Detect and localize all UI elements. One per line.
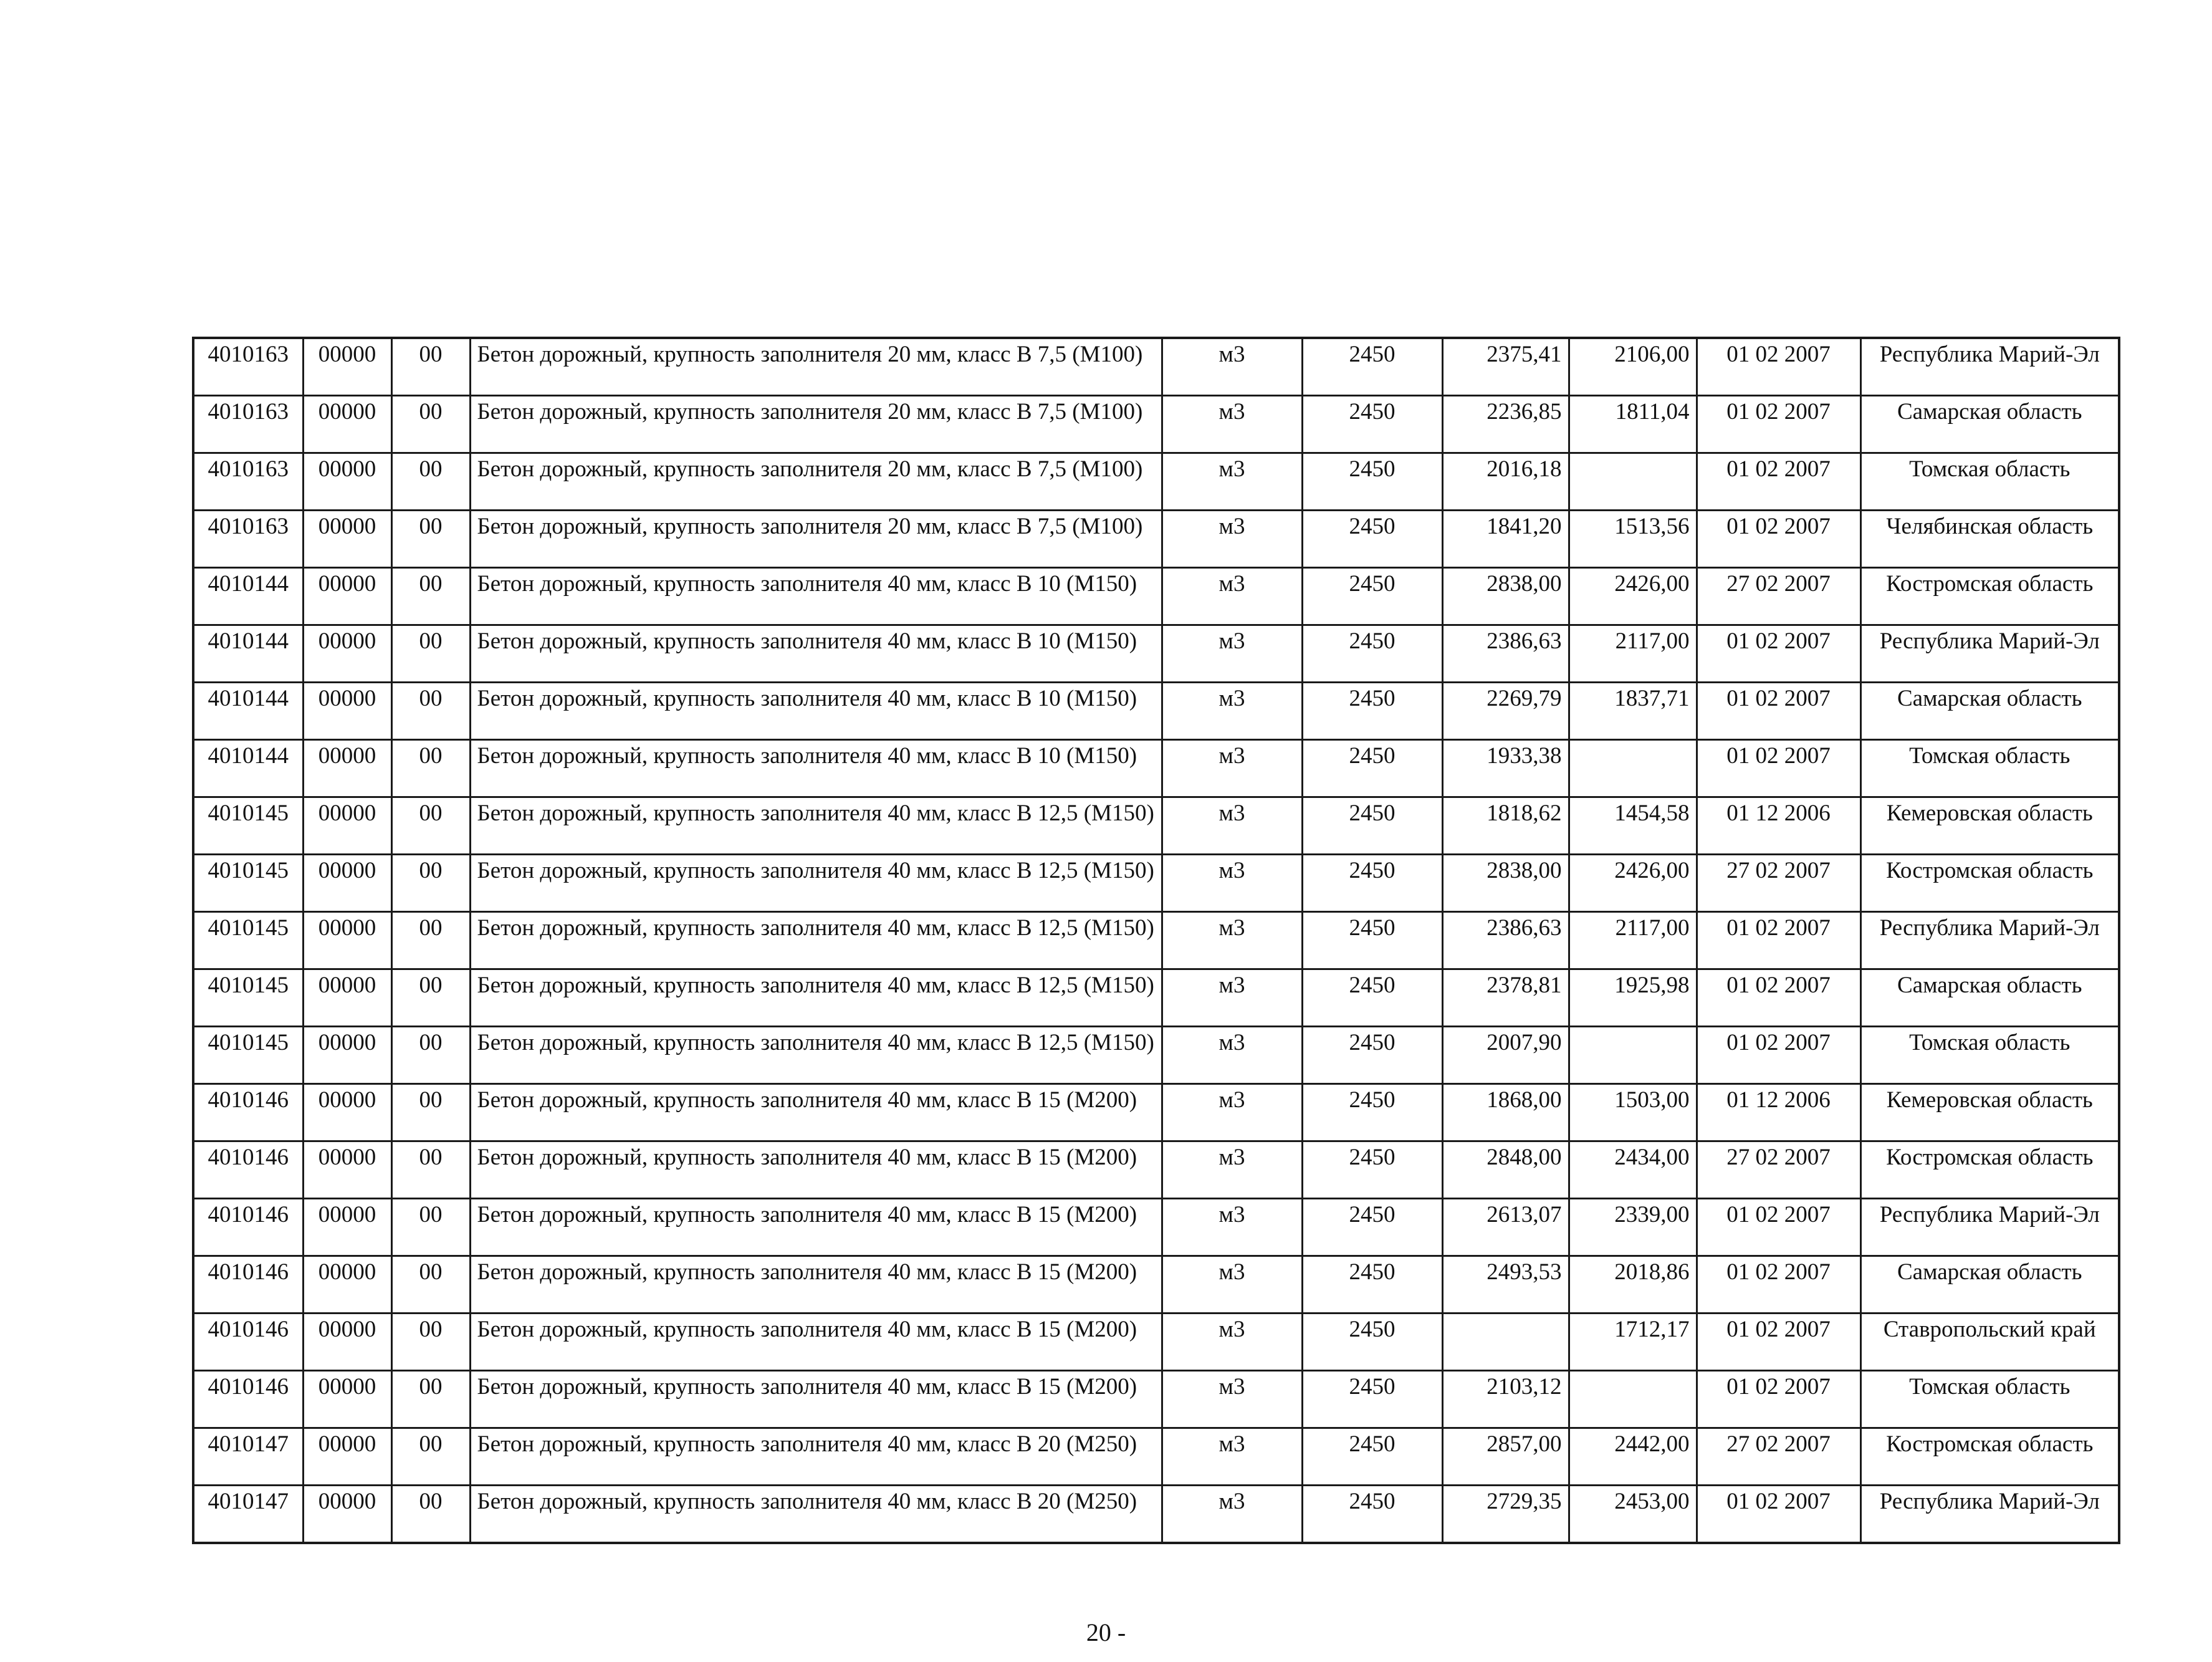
price-current-cell: 2375,41 — [1442, 338, 1569, 396]
subcode-cell: 00000 — [303, 1486, 391, 1544]
region-cell: Республика Марий-Эл — [1860, 912, 2119, 969]
subcode-cell: 00000 — [303, 1256, 391, 1314]
region-cell: Костромская область — [1860, 855, 2119, 912]
region-cell: Костромская область — [1860, 568, 2119, 625]
item-code-cell: 4010146 — [193, 1141, 303, 1199]
price-base-cell: 1925,98 — [1569, 969, 1697, 1027]
table-row — [193, 1486, 2119, 1544]
date-cell: 01 02 2007 — [1697, 453, 1860, 511]
version-cell: 00 — [391, 797, 470, 855]
weight-cell: 2450 — [1302, 396, 1442, 453]
region-cell: Республика Марий-Эл — [1860, 1199, 2119, 1256]
price-current-cell: 1841,20 — [1442, 511, 1569, 568]
weight-cell: 2450 — [1302, 453, 1442, 511]
region-cell: Республика Марий-Эл — [1860, 625, 2119, 683]
region-cell: Республика Марий-Эл — [1860, 1486, 2119, 1544]
weight-cell: 2450 — [1302, 1314, 1442, 1371]
unit-cell: м3 — [1162, 338, 1302, 396]
material-name-cell: Бетон дорожный, крупность заполнителя 40 мм, класс В 12,5 (М150) — [470, 797, 1162, 855]
version-cell: 00 — [391, 1428, 470, 1486]
subcode-cell: 00000 — [303, 740, 391, 797]
date-cell: 27 02 2007 — [1697, 568, 1860, 625]
subcode-cell: 00000 — [303, 1314, 391, 1371]
version-cell: 00 — [391, 855, 470, 912]
item-code-cell: 4010144 — [193, 683, 303, 740]
material-name-cell: Бетон дорожный, крупность заполнителя 40 мм, класс В 15 (М200) — [470, 1371, 1162, 1428]
price-base-cell: 1811,04 — [1569, 396, 1697, 453]
item-code-cell: 4010163 — [193, 338, 303, 396]
version-cell: 00 — [391, 740, 470, 797]
unit-cell: м3 — [1162, 855, 1302, 912]
material-name-cell: Бетон дорожный, крупность заполнителя 20 мм, класс В 7,5 (М100) — [470, 338, 1162, 396]
price-base-cell: 2106,00 — [1569, 338, 1697, 396]
price-table — [192, 337, 2120, 1544]
subcode-cell: 00000 — [303, 568, 391, 625]
page-number: 20 - — [1086, 1618, 1126, 1646]
price-base-cell: 1837,71 — [1569, 683, 1697, 740]
material-name-cell: Бетон дорожный, крупность заполнителя 40 мм, класс В 12,5 (М150) — [470, 969, 1162, 1027]
item-code-cell: 4010144 — [193, 625, 303, 683]
price-current-cell: 2493,53 — [1442, 1256, 1569, 1314]
date-cell: 27 02 2007 — [1697, 1141, 1860, 1199]
version-cell: 00 — [391, 338, 470, 396]
region-cell: Костромская область — [1860, 1141, 2119, 1199]
date-cell: 01 02 2007 — [1697, 1371, 1860, 1428]
weight-cell: 2450 — [1302, 1256, 1442, 1314]
item-code-cell: 4010163 — [193, 511, 303, 568]
region-cell: Самарская область — [1860, 969, 2119, 1027]
weight-cell: 2450 — [1302, 797, 1442, 855]
date-cell: 01 02 2007 — [1697, 625, 1860, 683]
price-current-cell: 2857,00 — [1442, 1428, 1569, 1486]
subcode-cell: 00000 — [303, 1371, 391, 1428]
unit-cell: м3 — [1162, 1084, 1302, 1141]
weight-cell: 2450 — [1302, 969, 1442, 1027]
version-cell: 00 — [391, 453, 470, 511]
subcode-cell: 00000 — [303, 1199, 391, 1256]
subcode-cell: 00000 — [303, 1428, 391, 1486]
unit-cell: м3 — [1162, 1027, 1302, 1084]
unit-cell: м3 — [1162, 683, 1302, 740]
material-name-cell: Бетон дорожный, крупность заполнителя 20 мм, класс В 7,5 (М100) — [470, 396, 1162, 453]
unit-cell: м3 — [1162, 568, 1302, 625]
table-row — [193, 568, 2119, 625]
price-current-cell: 2386,63 — [1442, 912, 1569, 969]
unit-cell: м3 — [1162, 1428, 1302, 1486]
date-cell: 01 12 2006 — [1697, 1084, 1860, 1141]
table-row — [193, 683, 2119, 740]
region-cell: Ставропольский край — [1860, 1314, 2119, 1371]
table-row — [193, 912, 2119, 969]
item-code-cell: 4010145 — [193, 912, 303, 969]
unit-cell: м3 — [1162, 1314, 1302, 1371]
price-current-cell: 2103,12 — [1442, 1371, 1569, 1428]
date-cell: 27 02 2007 — [1697, 1428, 1860, 1486]
subcode-cell: 00000 — [303, 453, 391, 511]
material-name-cell: Бетон дорожный, крупность заполнителя 40 мм, класс В 12,5 (М150) — [470, 1027, 1162, 1084]
price-base-cell: 2453,00 — [1569, 1486, 1697, 1544]
item-code-cell: 4010146 — [193, 1199, 303, 1256]
region-cell: Томская область — [1860, 1371, 2119, 1428]
version-cell: 00 — [391, 511, 470, 568]
item-code-cell: 4010144 — [193, 568, 303, 625]
region-cell: Кемеровская область — [1860, 1084, 2119, 1141]
unit-cell: м3 — [1162, 625, 1302, 683]
date-cell: 01 02 2007 — [1697, 740, 1860, 797]
table-row — [193, 1199, 2119, 1256]
subcode-cell: 00000 — [303, 969, 391, 1027]
subcode-cell: 00000 — [303, 797, 391, 855]
material-name-cell: Бетон дорожный, крупность заполнителя 40 мм, класс В 15 (М200) — [470, 1141, 1162, 1199]
price-base-cell: 2434,00 — [1569, 1141, 1697, 1199]
price-base-cell — [1569, 740, 1697, 797]
subcode-cell: 00000 — [303, 625, 391, 683]
item-code-cell: 4010144 — [193, 740, 303, 797]
date-cell: 01 12 2006 — [1697, 797, 1860, 855]
price-base-cell — [1569, 453, 1697, 511]
date-cell: 01 02 2007 — [1697, 1486, 1860, 1544]
date-cell: 01 02 2007 — [1697, 912, 1860, 969]
item-code-cell: 4010145 — [193, 797, 303, 855]
price-current-cell: 2236,85 — [1442, 396, 1569, 453]
price-current-cell: 1818,62 — [1442, 797, 1569, 855]
price-base-cell: 2426,00 — [1569, 568, 1697, 625]
price-base-cell: 1503,00 — [1569, 1084, 1697, 1141]
unit-cell: м3 — [1162, 1256, 1302, 1314]
table-row — [193, 511, 2119, 568]
subcode-cell: 00000 — [303, 855, 391, 912]
region-cell: Самарская область — [1860, 1256, 2119, 1314]
date-cell: 01 02 2007 — [1697, 1314, 1860, 1371]
table-row — [193, 1141, 2119, 1199]
table-row — [193, 396, 2119, 453]
weight-cell: 2450 — [1302, 740, 1442, 797]
weight-cell: 2450 — [1302, 625, 1442, 683]
date-cell: 27 02 2007 — [1697, 855, 1860, 912]
item-code-cell: 4010163 — [193, 396, 303, 453]
subcode-cell: 00000 — [303, 912, 391, 969]
price-base-cell: 1454,58 — [1569, 797, 1697, 855]
version-cell: 00 — [391, 969, 470, 1027]
item-code-cell: 4010146 — [193, 1314, 303, 1371]
version-cell: 00 — [391, 683, 470, 740]
version-cell: 00 — [391, 396, 470, 453]
price-base-cell: 2117,00 — [1569, 625, 1697, 683]
item-code-cell: 4010147 — [193, 1428, 303, 1486]
region-cell: Томская область — [1860, 453, 2119, 511]
price-current-cell: 2729,35 — [1442, 1486, 1569, 1544]
version-cell: 00 — [391, 912, 470, 969]
subcode-cell: 00000 — [303, 1084, 391, 1141]
unit-cell: м3 — [1162, 1141, 1302, 1199]
weight-cell: 2450 — [1302, 912, 1442, 969]
unit-cell: м3 — [1162, 1371, 1302, 1428]
table-row — [193, 1027, 2119, 1084]
region-cell: Кемеровская область — [1860, 797, 2119, 855]
weight-cell: 2450 — [1302, 1486, 1442, 1544]
version-cell: 00 — [391, 1084, 470, 1141]
item-code-cell: 4010145 — [193, 855, 303, 912]
item-code-cell: 4010145 — [193, 1027, 303, 1084]
version-cell: 00 — [391, 1027, 470, 1084]
price-base-cell — [1569, 1027, 1697, 1084]
version-cell: 00 — [391, 1486, 470, 1544]
price-base-cell: 2117,00 — [1569, 912, 1697, 969]
subcode-cell: 00000 — [303, 1141, 391, 1199]
subcode-cell: 00000 — [303, 396, 391, 453]
price-current-cell: 2007,90 — [1442, 1027, 1569, 1084]
date-cell: 01 02 2007 — [1697, 396, 1860, 453]
price-base-cell — [1569, 1371, 1697, 1428]
price-current-cell: 2613,07 — [1442, 1199, 1569, 1256]
table-row — [193, 740, 2119, 797]
item-code-cell: 4010146 — [193, 1371, 303, 1428]
price-base-cell: 2442,00 — [1569, 1428, 1697, 1486]
subcode-cell: 00000 — [303, 511, 391, 568]
price-base-cell: 1513,56 — [1569, 511, 1697, 568]
material-name-cell: Бетон дорожный, крупность заполнителя 40 мм, класс В 15 (М200) — [470, 1256, 1162, 1314]
price-current-cell: 1933,38 — [1442, 740, 1569, 797]
weight-cell: 2450 — [1302, 1199, 1442, 1256]
region-cell: Костромская область — [1860, 1428, 2119, 1486]
table-row — [193, 855, 2119, 912]
unit-cell: м3 — [1162, 511, 1302, 568]
unit-cell: м3 — [1162, 396, 1302, 453]
date-cell: 01 02 2007 — [1697, 1027, 1860, 1084]
date-cell: 01 02 2007 — [1697, 338, 1860, 396]
region-cell: Челябинская область — [1860, 511, 2119, 568]
unit-cell: м3 — [1162, 1486, 1302, 1544]
unit-cell: м3 — [1162, 797, 1302, 855]
price-current-cell: 2269,79 — [1442, 683, 1569, 740]
material-name-cell: Бетон дорожный, крупность заполнителя 40 мм, класс В 12,5 (М150) — [470, 912, 1162, 969]
region-cell: Самарская область — [1860, 683, 2119, 740]
unit-cell: м3 — [1162, 1199, 1302, 1256]
version-cell: 00 — [391, 1314, 470, 1371]
price-current-cell: 2378,81 — [1442, 969, 1569, 1027]
price-base-cell: 2426,00 — [1569, 855, 1697, 912]
material-name-cell: Бетон дорожный, крупность заполнителя 40 мм, класс В 10 (М150) — [470, 568, 1162, 625]
region-cell: Самарская область — [1860, 396, 2119, 453]
table-row — [193, 338, 2119, 396]
version-cell: 00 — [391, 1199, 470, 1256]
material-name-cell: Бетон дорожный, крупность заполнителя 40 мм, класс В 12,5 (М150) — [470, 855, 1162, 912]
region-cell: Томская область — [1860, 740, 2119, 797]
weight-cell: 2450 — [1302, 855, 1442, 912]
price-current-cell: 2848,00 — [1442, 1141, 1569, 1199]
region-cell: Томская область — [1860, 1027, 2119, 1084]
material-name-cell: Бетон дорожный, крупность заполнителя 40 мм, класс В 15 (М200) — [470, 1199, 1162, 1256]
unit-cell: м3 — [1162, 453, 1302, 511]
weight-cell: 2450 — [1302, 683, 1442, 740]
material-name-cell: Бетон дорожный, крупность заполнителя 40 мм, класс В 15 (М200) — [470, 1084, 1162, 1141]
table-row — [193, 1428, 2119, 1486]
material-name-cell: Бетон дорожный, крупность заполнителя 20 мм, класс В 7,5 (М100) — [470, 453, 1162, 511]
version-cell: 00 — [391, 1256, 470, 1314]
date-cell: 01 02 2007 — [1697, 511, 1860, 568]
weight-cell: 2450 — [1302, 511, 1442, 568]
price-current-cell: 2838,00 — [1442, 568, 1569, 625]
version-cell: 00 — [391, 1371, 470, 1428]
table-row — [193, 797, 2119, 855]
subcode-cell: 00000 — [303, 1027, 391, 1084]
unit-cell: м3 — [1162, 969, 1302, 1027]
date-cell: 01 02 2007 — [1697, 969, 1860, 1027]
weight-cell: 2450 — [1302, 568, 1442, 625]
unit-cell: м3 — [1162, 912, 1302, 969]
table-row — [193, 1314, 2119, 1371]
price-base-cell: 2339,00 — [1569, 1199, 1697, 1256]
version-cell: 00 — [391, 625, 470, 683]
price-base-cell: 2018,86 — [1569, 1256, 1697, 1314]
price-current-cell: 2838,00 — [1442, 855, 1569, 912]
weight-cell: 2450 — [1302, 1084, 1442, 1141]
region-cell: Республика Марий-Эл — [1860, 338, 2119, 396]
material-name-cell: Бетон дорожный, крупность заполнителя 40 мм, класс В 10 (М150) — [470, 740, 1162, 797]
version-cell: 00 — [391, 1141, 470, 1199]
date-cell: 01 02 2007 — [1697, 683, 1860, 740]
date-cell: 01 02 2007 — [1697, 1256, 1860, 1314]
item-code-cell: 4010147 — [193, 1486, 303, 1544]
price-current-cell: 2386,63 — [1442, 625, 1569, 683]
date-cell: 01 02 2007 — [1697, 1199, 1860, 1256]
item-code-cell: 4010146 — [193, 1256, 303, 1314]
table-row — [193, 1084, 2119, 1141]
weight-cell: 2450 — [1302, 1027, 1442, 1084]
material-name-cell: Бетон дорожный, крупность заполнителя 40 мм, класс В 10 (М150) — [470, 683, 1162, 740]
material-name-cell: Бетон дорожный, крупность заполнителя 40 мм, класс В 15 (М200) — [470, 1314, 1162, 1371]
table-row — [193, 1256, 2119, 1314]
price-current-cell — [1442, 1314, 1569, 1371]
weight-cell: 2450 — [1302, 1428, 1442, 1486]
unit-cell: м3 — [1162, 740, 1302, 797]
material-name-cell: Бетон дорожный, крупность заполнителя 40 мм, класс В 20 (М250) — [470, 1428, 1162, 1486]
item-code-cell: 4010146 — [193, 1084, 303, 1141]
price-current-cell: 2016,18 — [1442, 453, 1569, 511]
weight-cell: 2450 — [1302, 338, 1442, 396]
material-name-cell: Бетон дорожный, крупность заполнителя 20 мм, класс В 7,5 (М100) — [470, 511, 1162, 568]
table-row — [193, 969, 2119, 1027]
version-cell: 00 — [391, 568, 470, 625]
price-base-cell: 1712,17 — [1569, 1314, 1697, 1371]
table-row — [193, 625, 2119, 683]
item-code-cell: 4010163 — [193, 453, 303, 511]
weight-cell: 2450 — [1302, 1141, 1442, 1199]
weight-cell: 2450 — [1302, 1371, 1442, 1428]
table-body — [193, 338, 2119, 1543]
material-name-cell: Бетон дорожный, крупность заполнителя 40 мм, класс В 20 (М250) — [470, 1486, 1162, 1544]
material-name-cell: Бетон дорожный, крупность заполнителя 40 мм, класс В 10 (М150) — [470, 625, 1162, 683]
table-row — [193, 1371, 2119, 1428]
subcode-cell: 00000 — [303, 683, 391, 740]
price-current-cell: 1868,00 — [1442, 1084, 1569, 1141]
item-code-cell: 4010145 — [193, 969, 303, 1027]
subcode-cell: 00000 — [303, 338, 391, 396]
table-row — [193, 453, 2119, 511]
